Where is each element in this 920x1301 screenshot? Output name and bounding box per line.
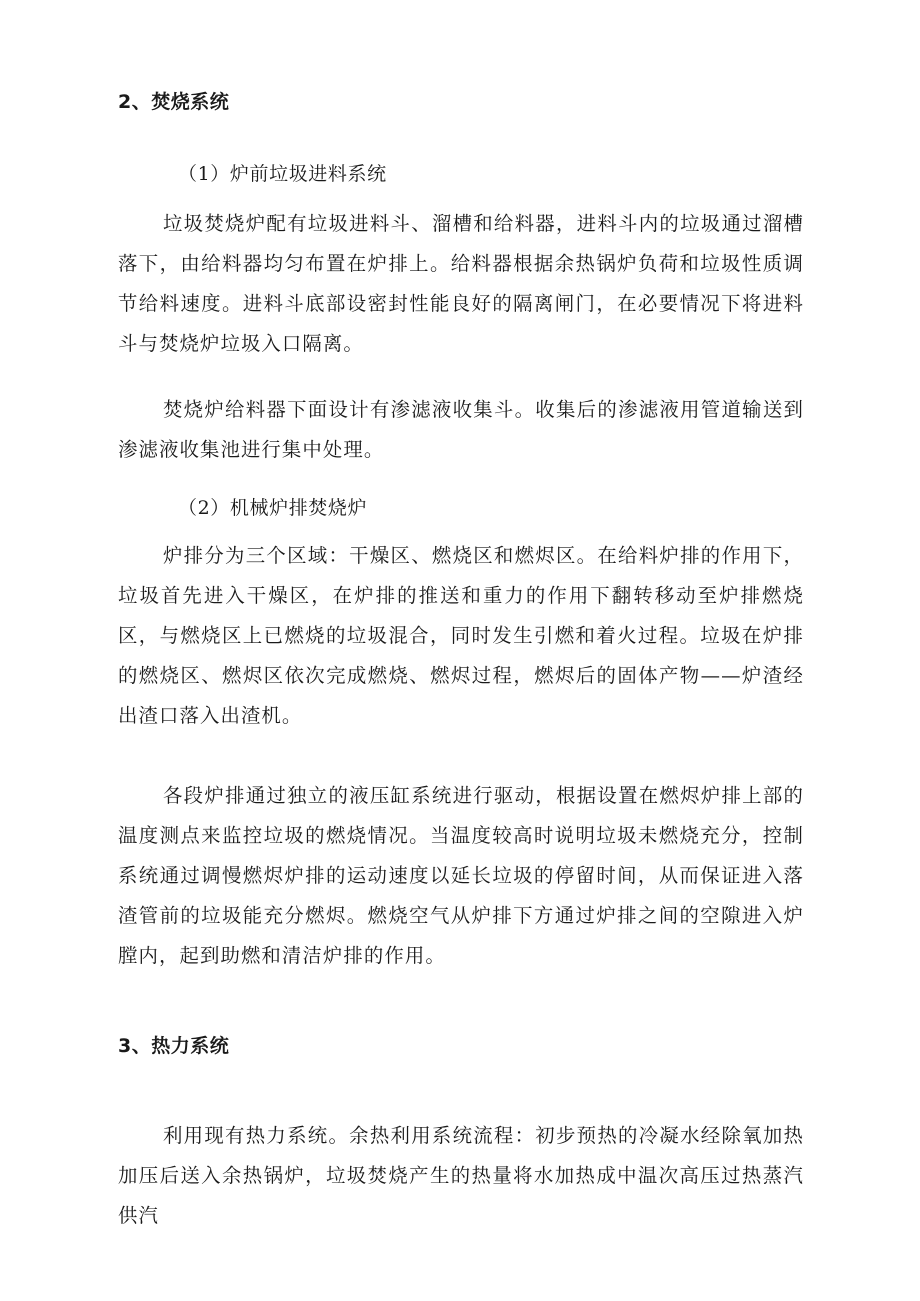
paragraph-feeding-system: 垃圾焚烧炉配有垃圾进料斗、溜槽和给料器，进料斗内的垃圾通过溜槽落下，由给料器均匀布置在炉排上。给料器根据余热锅炉负荷和垃圾性质调节给料速度。进料斗底部设密封性能良好的隔离闸门，在必要情况下将进料斗与焚烧炉垃圾入口隔离。 [118,212,804,355]
paragraph-grate-zones: 炉排分为三个区域：干燥区、燃烧区和燃烬区。在给料炉排的作用下，垃圾首先进入干燥区，在炉排的推送和重力的作用下翻转移动至炉排燃烧区，与燃烧区上已燃烧的垃圾混合，同时发生引燃和着火过程。垃圾在炉排的燃烧区、燃烬区依次完成燃烧、燃烬过程，燃烬后的固体产物——炉渣经出渣口落入出渣机。 [118,544,804,727]
section-heading-incineration: 2、焚烧系统 [118,91,230,113]
subsection-title-grate-furnace: （2）机械炉排焚烧炉 [178,497,368,519]
section-heading-thermal-system: 3、热力系统 [118,1035,230,1057]
subsection-title-feeding-system: （1）炉前垃圾进料系统 [178,163,387,185]
paragraph-thermal-system: 利用现有热力系统。余热利用系统流程：初步预热的冷凝水经除氧加热加压后送入余热锅炉，垃圾焚烧产生的热量将水加热成中温次高压过热蒸汽供汽 [118,1124,804,1227]
paragraph-leachate-collection: 焚烧炉给料器下面设计有渗滤液收集斗。收集后的渗滤液用管道输送到渗滤液收集池进行集中处理。 [118,398,804,461]
paragraph-hydraulic-drive: 各段炉排通过独立的液压缸系统进行驱动，根据设置在燃烬炉排上部的温度测点来监控垃圾的燃烧情况。当温度较高时说明垃圾未燃烧充分，控制系统通过调慢燃烬炉排的运动速度以延长垃圾的停留时间，从而保证进入落渣管前的垃圾能充分燃烬。燃烧空气从炉排下方通过炉排之间的空隙进入炉膛内，起到助燃和清洁炉排的作用。 [118,784,804,967]
